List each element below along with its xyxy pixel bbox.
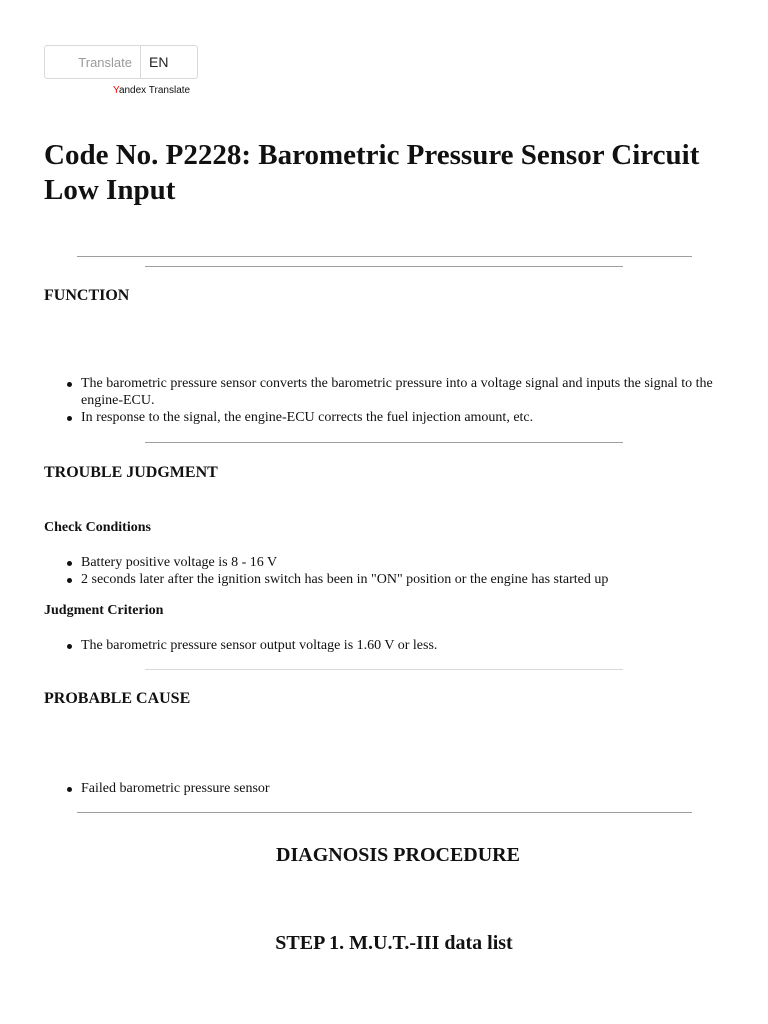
step-1-heading: STEP 1. M.U.T.-III data list [275,932,513,954]
probable-cause-list [66,780,730,797]
yandex-translate-link[interactable] [113,85,190,96]
list-item: In response to the signal, the engine-ECU corrects the fuel injection amount, etc. [66,409,730,426]
divider [77,812,692,813]
list-item: 2 seconds later after the ignition switch has been in "ON" position or the engine has started up [66,571,730,588]
diagnosis-procedure-heading: DIAGNOSIS PROCEDURE [276,844,520,866]
divider [145,442,623,443]
divider [77,256,692,257]
probable-cause-heading: PROBABLE CAUSE [44,690,191,707]
function-list [66,375,730,426]
divider [145,669,623,670]
yandex-credit-text: andex Translate [118,85,191,96]
check-conditions-list [66,554,730,588]
list-item: The barometric pressure sensor converts the barometric pressure into a voltage signal and inputs the signal to the engine-ECU. [66,375,730,409]
judgment-criterion-list [66,637,730,654]
yandex-logo-letter: Y [113,85,119,96]
check-conditions-heading: Check Conditions [44,520,151,535]
list-item: The barometric pressure sensor output voltage is 1.60 V or less. [66,637,730,654]
trouble-judgment-heading: TROUBLE JUDGMENT [44,464,218,481]
function-heading: FUNCTION [44,287,130,304]
language-selector[interactable]: EN [149,54,169,70]
divider [145,266,623,267]
list-item: Failed barometric pressure sensor [66,780,730,797]
list-item: Battery positive voltage is 8 - 16 V [66,554,730,571]
judgment-criterion-heading: Judgment Criterion [44,603,164,618]
translate-widget [44,45,198,79]
translate-button[interactable]: Translate [45,46,141,78]
page-title: Code No. P2228: Barometric Pressure Sensor Circuit Low Input [44,139,700,206]
